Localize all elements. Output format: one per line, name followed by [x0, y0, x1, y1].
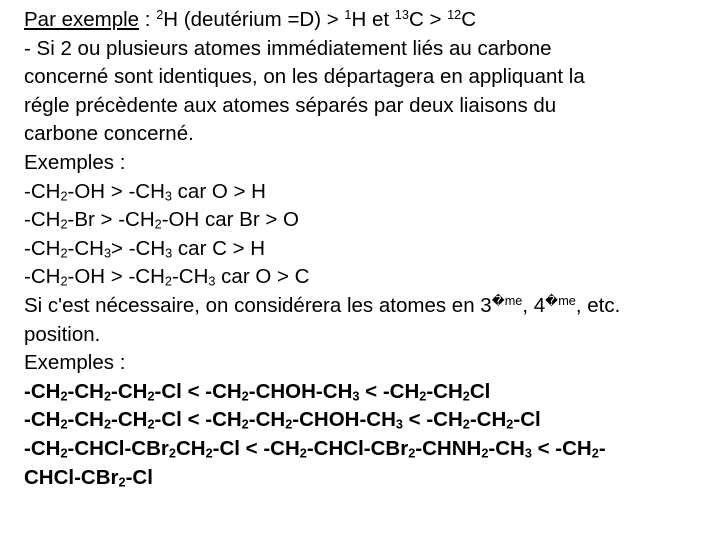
superscript: 12 — [447, 7, 462, 23]
text-segment: -CH — [469, 408, 507, 432]
subscript: 2 — [118, 474, 126, 490]
superscript: �me — [545, 292, 576, 308]
text-segment: Cl — [469, 379, 491, 403]
text-segment: < -CH — [402, 408, 463, 432]
text-segment: -CH — [24, 179, 61, 203]
subscript: 2 — [103, 388, 112, 404]
subscript: 2 — [481, 445, 489, 461]
text-segment: -CH — [24, 208, 61, 232]
text-segment: -CH — [24, 236, 61, 260]
subscript: 3 — [208, 273, 216, 289]
text-segment: -CH — [24, 379, 61, 403]
examples-heading: Exemples : — [24, 150, 126, 174]
subscript: 2 — [154, 216, 162, 232]
subscript: 2 — [60, 245, 68, 261]
text-segment: -CHCl-CBr — [306, 436, 409, 460]
subscript: 3 — [524, 445, 532, 461]
subscript: 3 — [165, 245, 173, 261]
example-formula — [24, 263, 710, 292]
text-segment: : — [139, 8, 157, 31]
text-segment: car O > H — [171, 179, 266, 203]
text-segment: -OH > -CH — [67, 265, 165, 289]
examples-heading: Exemples : — [24, 351, 126, 375]
superscript: 2 — [156, 7, 164, 23]
bold-example-formula — [24, 464, 710, 493]
subscript: 3 — [352, 388, 360, 404]
text-segment: -Cl — [125, 465, 153, 489]
text-segment: < -CH — [359, 379, 420, 403]
text-segment: -CH — [24, 408, 61, 432]
text-segment: -CH — [111, 379, 148, 403]
subscript: 2 — [462, 388, 470, 404]
text-segment: -CH — [67, 379, 104, 403]
example-formula — [24, 235, 710, 264]
subscript: 2 — [205, 445, 213, 461]
example-line-isotopes — [24, 6, 710, 35]
text-segment: -OH > -CH — [67, 179, 165, 203]
position-rule-line: position. — [24, 322, 101, 346]
subscript: 2 — [60, 416, 68, 432]
rule-text-line: régle précèdente aux atomes séparés par deux liaisons du — [24, 93, 557, 117]
text-segment: C — [461, 8, 477, 31]
bold-example-formula — [24, 435, 710, 464]
example-label: Par exemple — [24, 8, 140, 31]
text-segment: -CH — [171, 265, 209, 289]
subscript: 3 — [103, 245, 112, 261]
superscript: 1 — [344, 7, 352, 23]
text-segment: -CH — [67, 408, 104, 432]
subscript: 2 — [60, 445, 68, 461]
bold-example-formula — [24, 378, 710, 407]
text-segment: -CHOH-CH — [248, 379, 353, 403]
position-rule-line — [24, 292, 710, 321]
rule-text-line: carbone concerné. — [24, 122, 194, 146]
text-segment: < -CH — [531, 436, 592, 460]
subscript: 2 — [60, 188, 68, 204]
text-segment: CH — [175, 436, 206, 460]
subscript: 2 — [60, 273, 68, 289]
text-segment: -CH — [111, 408, 148, 432]
subscript: 2 — [241, 388, 249, 404]
superscript: 13 — [394, 7, 409, 23]
text-segment: -OH car Br > O — [161, 208, 299, 232]
subscript: 2 — [285, 416, 293, 432]
text-segment: -CH — [248, 408, 286, 432]
text-segment: , etc. — [575, 293, 621, 317]
text-segment: -Br > -CH — [67, 208, 155, 232]
subscript: 2 — [103, 416, 112, 432]
text-segment: -Cl — [513, 408, 541, 432]
text-segment: CHCl-CBr — [24, 465, 119, 489]
bold-example-formula — [24, 406, 710, 435]
text-segment: -CH — [24, 265, 61, 289]
rule-text-line: concerné sont identiques, on les départagera en appliquant la — [24, 65, 585, 89]
text-segment: H et — [351, 8, 395, 31]
text-segment: , 4 — [522, 293, 546, 317]
text-segment: car O > C — [215, 265, 310, 289]
text-segment: -CH — [24, 436, 61, 460]
subscript: 2 — [419, 388, 427, 404]
subscript: 2 — [506, 416, 514, 432]
text-segment: -CHNH — [415, 436, 482, 460]
rule-text-line: - Si 2 ou plusieurs atomes immédiatement liés au carbone — [24, 36, 552, 60]
text-segment: Si c'est nécessaire, on considérera les atomes en 3 — [24, 293, 492, 317]
subscript: 2 — [60, 216, 68, 232]
text-segment: -CH — [426, 379, 463, 403]
text-segment: - — [598, 436, 606, 460]
subscript: 2 — [241, 416, 249, 432]
text-segment: -CHOH-CH — [292, 408, 396, 432]
text-segment: -CHCl-CBr — [67, 436, 169, 460]
text-segment: -Cl < -CH — [154, 379, 242, 403]
example-formula — [24, 178, 710, 207]
subscript: 2 — [591, 445, 599, 461]
text-segment: C > — [408, 8, 448, 31]
text-segment: -CH — [67, 236, 104, 260]
text-segment: -Cl < -CH — [154, 408, 242, 432]
subscript: 2 — [60, 388, 68, 404]
example-formula — [24, 206, 710, 235]
subscript: 2 — [462, 416, 470, 432]
text-segment: car C > H — [172, 236, 266, 260]
subscript: 2 — [147, 388, 155, 404]
superscript: �me — [491, 292, 523, 308]
text-segment: -CH — [488, 436, 525, 460]
subscript: 3 — [164, 188, 172, 204]
subscript: 2 — [147, 416, 155, 432]
subscript: 2 — [408, 445, 416, 461]
subscript: 2 — [164, 273, 172, 289]
subscript: 3 — [395, 416, 403, 432]
subscript: 2 — [168, 445, 176, 461]
text-segment: > -CH — [111, 236, 166, 260]
subscript: 2 — [299, 445, 307, 461]
text-segment: -Cl < -CH — [212, 436, 300, 460]
text-segment: H (deutérium =D) > — [163, 8, 345, 31]
